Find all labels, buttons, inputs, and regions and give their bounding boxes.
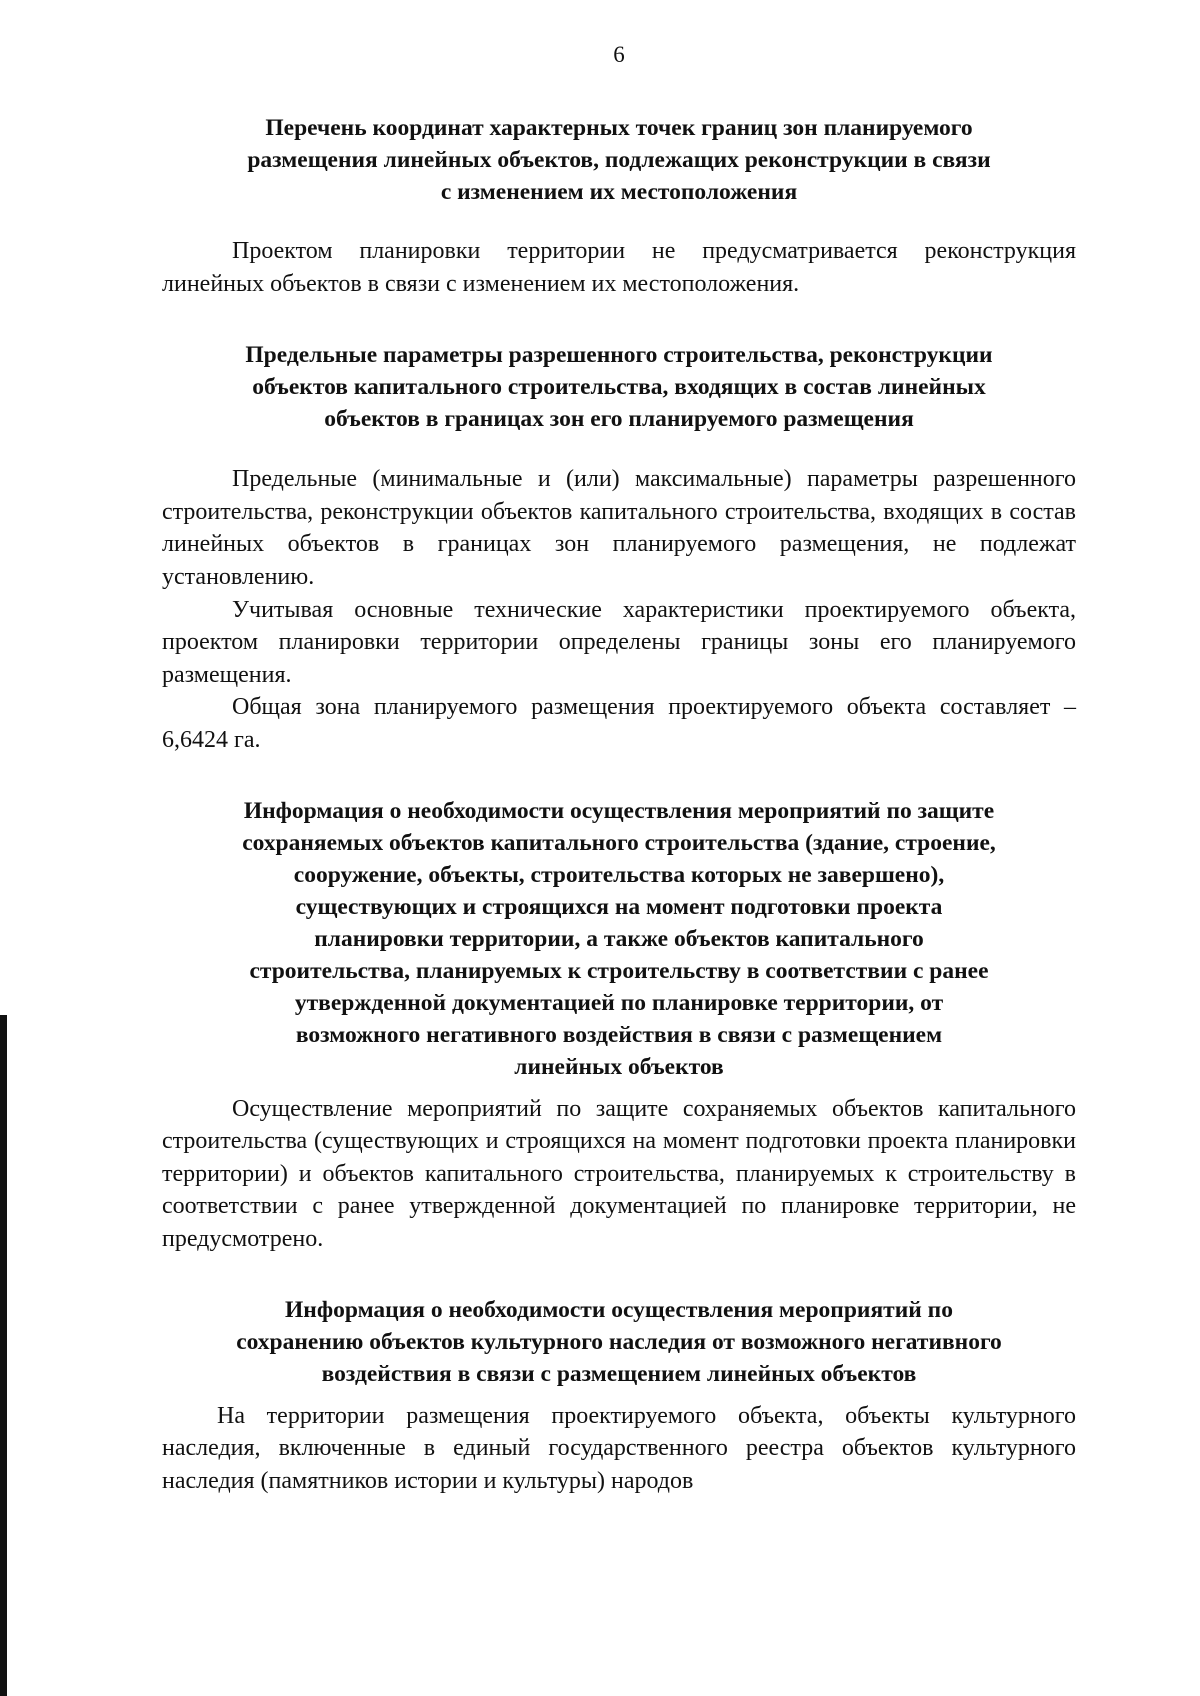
paragraph: Общая зона планируемого размещения проектируемого объекта составляет – 6,6424 га. — [162, 694, 1076, 753]
section-heading: Информация о необходимости осуществления мероприятий по защите сохраняемых объектов капитального строительства (здание, строение, сооружение, объекты, строительства которых не завершено), существующих и строящихся на момент подготовки проекта планировки территории, а также объектов капитального строительства, планируемых к строительству в соответствии с ранее утвержденной документацией по планировке территории, от возможного негативного воздействия в связи с размещением линейных объектов — [242, 797, 996, 1080]
section-limit-parameters — [162, 339, 1076, 756]
page-content — [162, 40, 1076, 1497]
scan-edge-shadow — [0, 1015, 7, 1696]
section-protection-measures — [162, 795, 1076, 1256]
section-heading: Предельные параметры разрешенного строительства, реконструкции объектов капитального строительства, входящих в состав линейных объектов в границах зон его планируемого размещения — [245, 342, 993, 433]
section-coordinates — [162, 112, 1076, 300]
section-cultural-heritage — [162, 1294, 1076, 1498]
page-number: 6 — [613, 42, 625, 67]
paragraph: Учитывая основные технические характеристики проектируемого объекта, проектом планировки территории определены границы зоны его планируемого размещения. — [162, 596, 1076, 688]
section-heading: Перечень координат характерных точек границ зон планируемого размещения линейных объектов, подлежащих реконструкции в связи с изменением их местоположения — [247, 115, 991, 205]
paragraph: Осуществление мероприятий по защите сохраняемых объектов капитального строительства (существующих и строящихся на момент подготовки проекта планировки территории) и объектов капитального строительства, планируемых к строительству в соответствии с ранее утвержденной документацией по планировке территории, не предусмотрено. — [162, 1095, 1076, 1252]
paragraph: На территории размещения проектируемого объекта, объекты культурного наследия, включенные в единый государственного реестра объектов культурного наследия (памятников истории и культуры) народов — [162, 1402, 1076, 1494]
paragraph: Проектом планировки территории не предусматривается реконструкция линейных объектов в связи с изменением их местоположения. — [162, 238, 1076, 297]
section-heading: Информация о необходимости осуществления мероприятий по сохранению объектов культурного наследия от возможного негативного воздействия в связи с размещением линейных объектов — [236, 1296, 1002, 1387]
paragraph: Предельные (минимальные и (или) максимальные) параметры разрешенного строительства, реконструкции объектов капитального строительства, входящих в состав линейных объектов в границах зон планируемого размещения, не подлежат установлению. — [162, 466, 1076, 590]
